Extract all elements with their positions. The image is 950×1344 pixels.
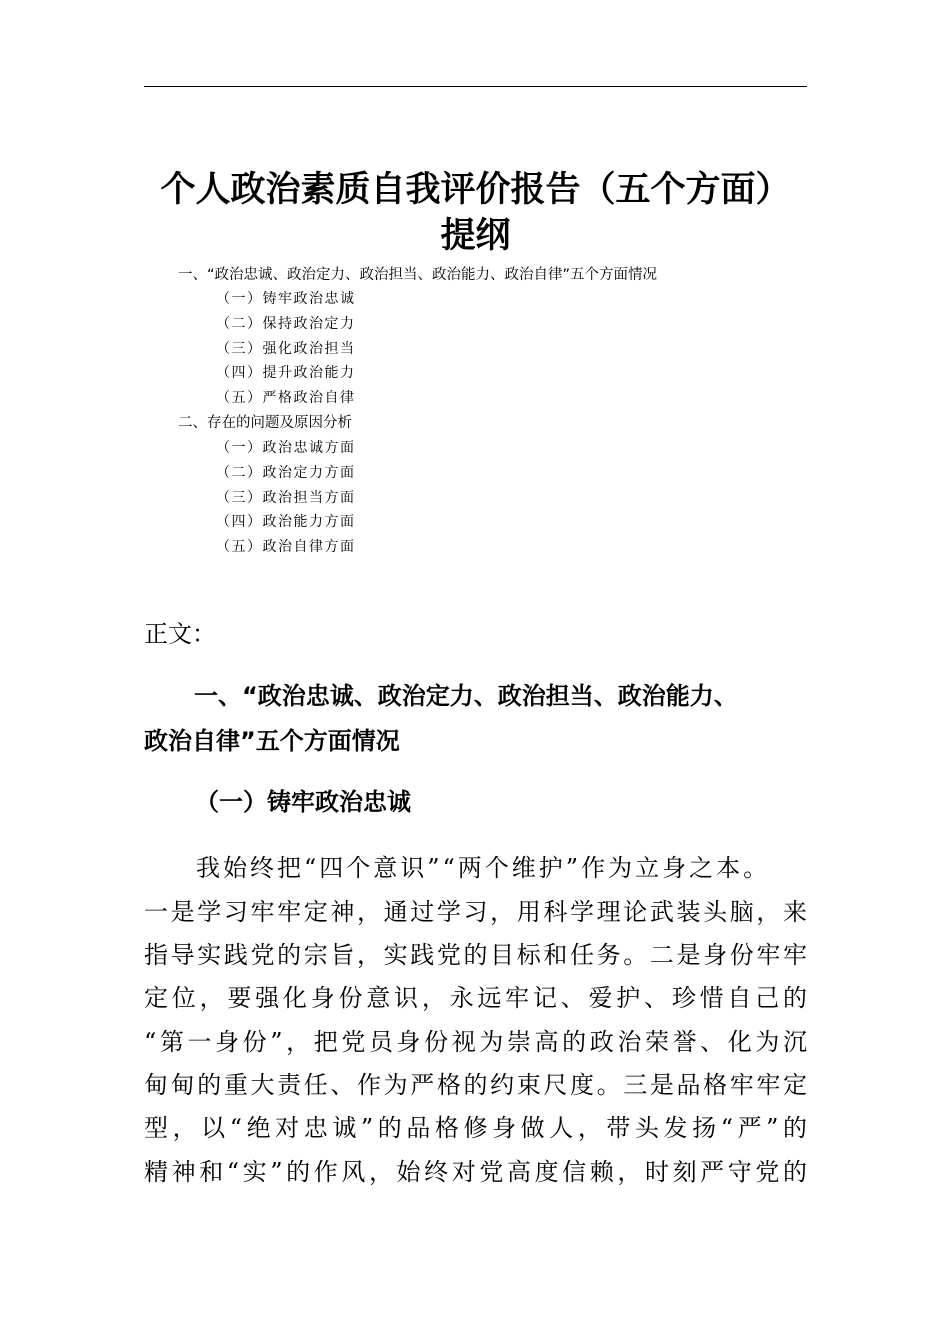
outline-item: （三）政治担当方面 bbox=[216, 490, 356, 506]
outline-item: （五）政治自律方面 bbox=[216, 539, 356, 555]
section-heading bbox=[144, 674, 807, 764]
body-label: 正文： bbox=[144, 620, 216, 648]
paragraph-line: 型，以“绝对忠诚”的品格修身做人，带头发扬“严”的 bbox=[144, 1114, 807, 1142]
outline-heading-1: 一、“政治忠诚、政治定力、政治担当、政治能力、政治自律”五个方面情况 bbox=[178, 267, 658, 283]
outline-heading-2: 二、存在的问题及原因分析 bbox=[178, 415, 352, 431]
document-title: 个人政治素质自我评价报告（五个方面） bbox=[160, 170, 791, 210]
paragraph-line: 我始终把“四个意识”“两个维护”作为立身之本。 bbox=[196, 854, 771, 882]
document-title-line2: 提纲 bbox=[440, 216, 511, 256]
paragraph-line: 甸甸的重大责任、作为严格的约束尺度。三是品格牢牢定 bbox=[144, 1071, 807, 1099]
paragraph-line: “第一身份”，把党员身份视为崇高的政治荣誉、化为沉 bbox=[144, 1028, 807, 1056]
section-heading-line: 一、“政治忠诚、政治定力、政治担当、政治能力、 bbox=[194, 682, 738, 710]
paragraph-line: 定位，要强化身份意识，永远牢记、爱护、珍惜自己的 bbox=[144, 984, 807, 1012]
header-rule bbox=[144, 86, 807, 87]
paragraph-line: 精神和“实”的作风，始终对党高度信赖，时刻严守党的 bbox=[144, 1158, 807, 1186]
outline-item: （一）铸牢政治忠诚 bbox=[216, 291, 356, 307]
paragraph-line: 一是学习牢牢定神，通过学习，用科学理论武装头脑，来 bbox=[144, 898, 807, 926]
outline-item: （四）提升政治能力 bbox=[216, 365, 356, 381]
outline-item: （二）保持政治定力 bbox=[216, 316, 356, 332]
outline-item: （二）政治定力方面 bbox=[216, 465, 356, 481]
outline-item: （五）严格政治自律 bbox=[216, 390, 356, 406]
subsection-heading: （一）铸牢政治忠诚 bbox=[195, 787, 411, 816]
outline-item: （三）强化政治担当 bbox=[216, 341, 356, 357]
outline-item: （四）政治能力方面 bbox=[216, 514, 356, 530]
section-heading-line: 政治自律”五个方面情况 bbox=[144, 727, 400, 755]
paragraph-line: 指导实践党的宗旨，实践党的目标和任务。二是身份牢牢 bbox=[144, 941, 807, 969]
outline-item: （一）政治忠诚方面 bbox=[216, 440, 356, 456]
